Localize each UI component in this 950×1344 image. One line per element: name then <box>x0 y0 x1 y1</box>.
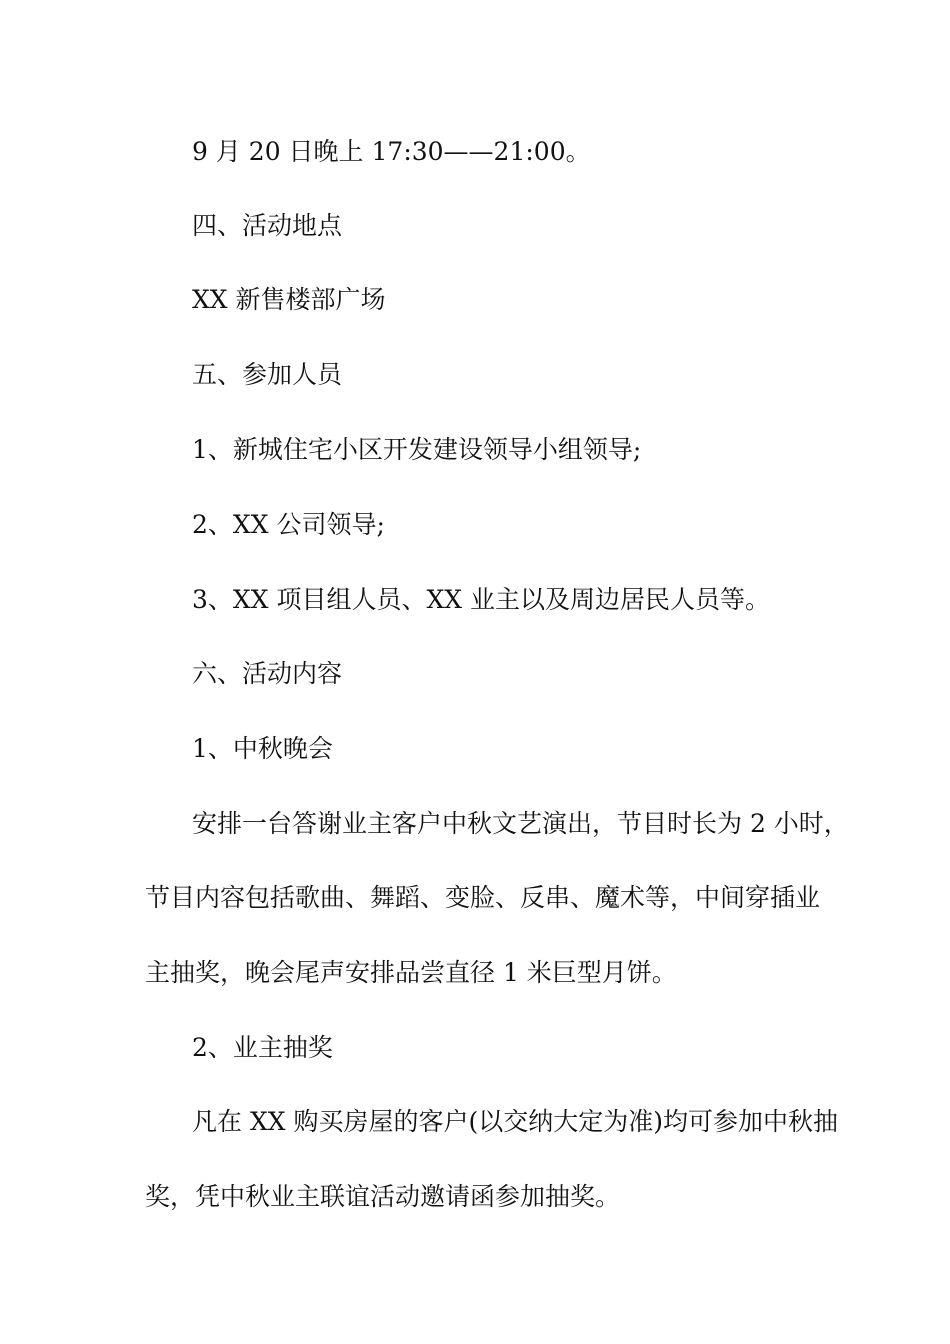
gala-paragraph-line-3: 主抽奖，晚会尾声安排品尝直径 1 米巨型月饼。 <box>145 958 677 987</box>
gala-paragraph-line-1: 安排一台答谢业主客户中秋文艺演出，节目时长为 2 小时， <box>192 809 849 838</box>
section-heading-venue: 四、活动地点 <box>192 211 343 240</box>
participant-item-1: 1、新城住宅小区开发建设领导小组领导; <box>192 435 642 464</box>
subheading-gala: 1、中秋晚会 <box>192 734 333 763</box>
gala-paragraph-line-2: 节目内容包括歌曲、舞蹈、变脸、反串、魔术等，中间穿插业 <box>145 883 821 912</box>
lottery-paragraph-line-1: 凡在 XX 购买房屋的客户(以交纳大定为准)均可参加中秋抽 <box>192 1107 838 1136</box>
venue-text: XX 新售楼部广场 <box>192 285 386 314</box>
event-time-text: 9 月 20 日晚上 17:30——21:00。 <box>192 137 591 166</box>
subheading-lottery: 2、业主抽奖 <box>192 1033 333 1062</box>
section-heading-content: 六、活动内容 <box>192 659 343 688</box>
lottery-paragraph-line-2: 奖，凭中秋业主联谊活动邀请函参加抽奖。 <box>145 1182 621 1211</box>
section-heading-participants: 五、参加人员 <box>192 360 343 389</box>
participant-item-2: 2、XX 公司领导; <box>192 510 385 539</box>
participant-item-3: 3、XX 项目组人员、XX 业主以及周边居民人员等。 <box>192 585 770 614</box>
